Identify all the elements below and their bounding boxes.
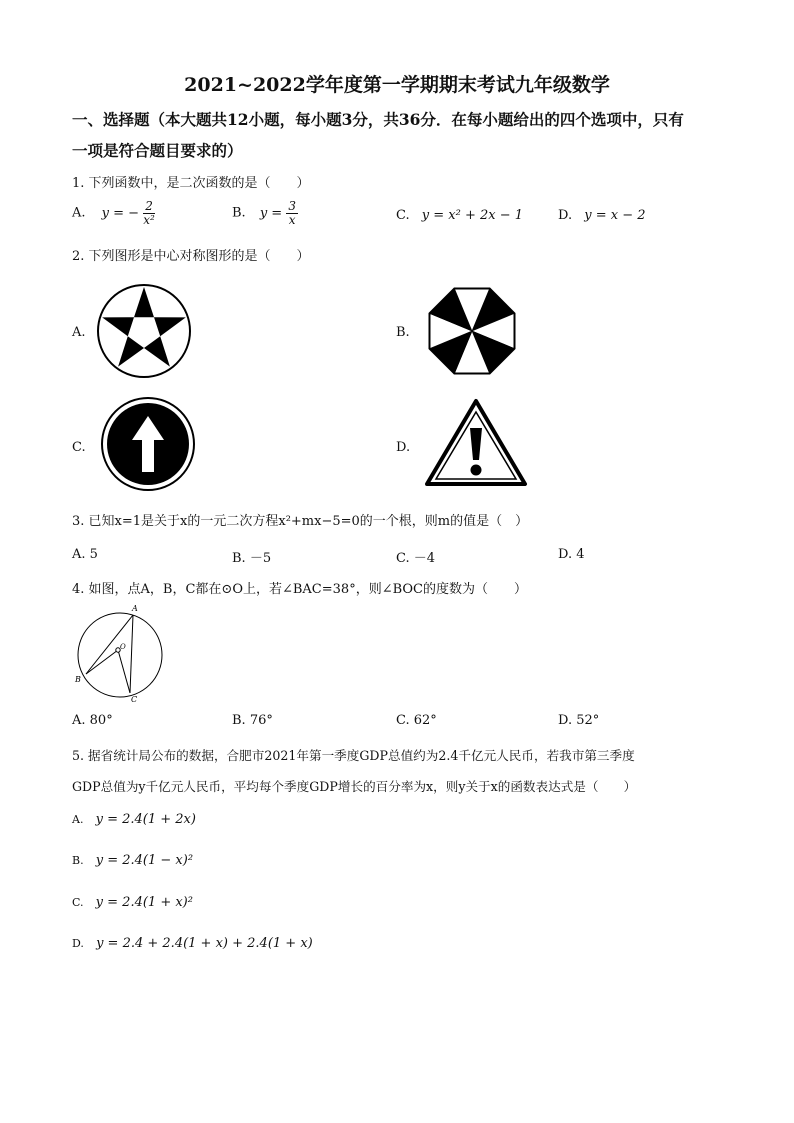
q1-option-c-label: C. xyxy=(396,208,410,223)
q1-stem: 1. 下列函数中，是二次函数的是（ ） xyxy=(72,176,310,191)
q1-option-a[interactable] xyxy=(72,200,155,226)
q1-option-d-label: D. xyxy=(558,208,573,223)
section-heading-line1: 一、选择题（本大题共12小题，每小题3分，共36分．在每小题给出的四个选项中，只有 xyxy=(72,110,684,129)
warning-triangle-figure xyxy=(424,398,528,488)
q4-option-b[interactable]: B. 76° xyxy=(232,713,273,728)
q5-option-d[interactable] xyxy=(72,936,313,951)
q5-option-c-expr: y = 2.4(1 + x)² xyxy=(95,895,193,910)
q1-option-b[interactable] xyxy=(232,200,298,226)
q1-option-d-expr: y = x − 2 xyxy=(584,208,646,223)
q5-option-b-expr: y = 2.4(1 − x)² xyxy=(95,853,194,868)
q5-option-b[interactable] xyxy=(72,853,193,868)
q2-label-b[interactable]: B. xyxy=(396,325,410,340)
q5-option-b-label: B. xyxy=(72,854,84,867)
circle-geometry-figure xyxy=(68,600,168,710)
q5-option-d-expr: y = 2.4 + 2.4(1 + x) + 2.4(1 + x) xyxy=(96,936,313,951)
q2-label-c[interactable]: C. xyxy=(72,440,86,455)
q3-option-a[interactable]: A. 5 xyxy=(72,547,98,562)
q1-option-a-lhs: y = − xyxy=(101,205,140,221)
q1-option-a-numerator: 2 xyxy=(145,199,153,213)
q1-option-b-fraction xyxy=(286,200,298,226)
octagon-with-sectors-figure xyxy=(424,283,520,379)
q4-option-c[interactable]: C. 62° xyxy=(396,713,437,728)
q4-stem: 4. 如图，点A，B，C都在⊙O上，若∠BAC=38°，则∠BOC的度数为（ ） xyxy=(72,582,527,597)
q5-option-a[interactable] xyxy=(72,812,196,827)
q3-option-c[interactable]: C. －4 xyxy=(396,551,436,566)
q1-option-a-label: A. xyxy=(72,205,86,221)
q5-stem-line2: GDP总值为y千亿元人民币，平均每个季度GDP增长的百分率为x，则y关于x的函数表达式是（ ） xyxy=(72,779,637,794)
q2-label-d[interactable]: D. xyxy=(396,440,411,455)
q1-option-b-denominator: x xyxy=(288,212,296,227)
q1-option-c[interactable] xyxy=(396,208,523,223)
q3-option-b[interactable]: B. －5 xyxy=(232,551,272,566)
q1-option-d[interactable] xyxy=(558,208,646,223)
point-b-label: B xyxy=(75,675,81,684)
point-o-label: O xyxy=(120,643,126,651)
q2-stem: 2. 下列图形是中心对称图形的是（ ） xyxy=(72,249,310,264)
q5-option-c-label: C. xyxy=(72,896,84,909)
point-a-label: A xyxy=(132,604,138,613)
q5-option-c[interactable] xyxy=(72,895,193,910)
q1-option-a-fraction xyxy=(143,200,155,226)
star-in-circle-figure xyxy=(96,283,192,379)
q5-option-d-label: D. xyxy=(72,937,84,950)
q4-option-d[interactable]: D. 52° xyxy=(558,713,600,728)
q5-option-a-label: A. xyxy=(72,813,84,826)
q1-option-b-label: B. xyxy=(232,205,246,221)
q1-option-a-denominator: x² xyxy=(143,212,155,227)
point-c-label: C xyxy=(131,695,138,704)
q5-stem-line1: 5. 据省统计局公布的数据，合肥市2021年第一季度GDP总值约为2.4千亿元人民币，若我市第三季度 xyxy=(72,748,635,763)
q3-option-d[interactable]: D. 4 xyxy=(558,547,585,562)
q3-stem: 3. 已知x=1是关于x的一元二次方程x²+mx−5=0的一个根，则m的值是（ ） xyxy=(72,514,529,529)
exam-title: 2021~2022学年度第一学期期末考试九年级数学 xyxy=(184,74,610,96)
q2-label-a[interactable]: A. xyxy=(72,325,86,340)
q1-option-c-expr: y = x² + 2x − 1 xyxy=(421,208,523,223)
section-heading-line2: 一项是符合题目要求的） xyxy=(72,141,243,160)
arrow-sign-figure xyxy=(100,396,196,492)
q1-option-b-lhs: y = xyxy=(259,205,283,221)
q1-option-b-numerator: 3 xyxy=(288,199,296,213)
q5-option-a-expr: y = 2.4(1 + 2x) xyxy=(95,812,196,827)
q4-option-a[interactable]: A. 80° xyxy=(72,713,113,728)
